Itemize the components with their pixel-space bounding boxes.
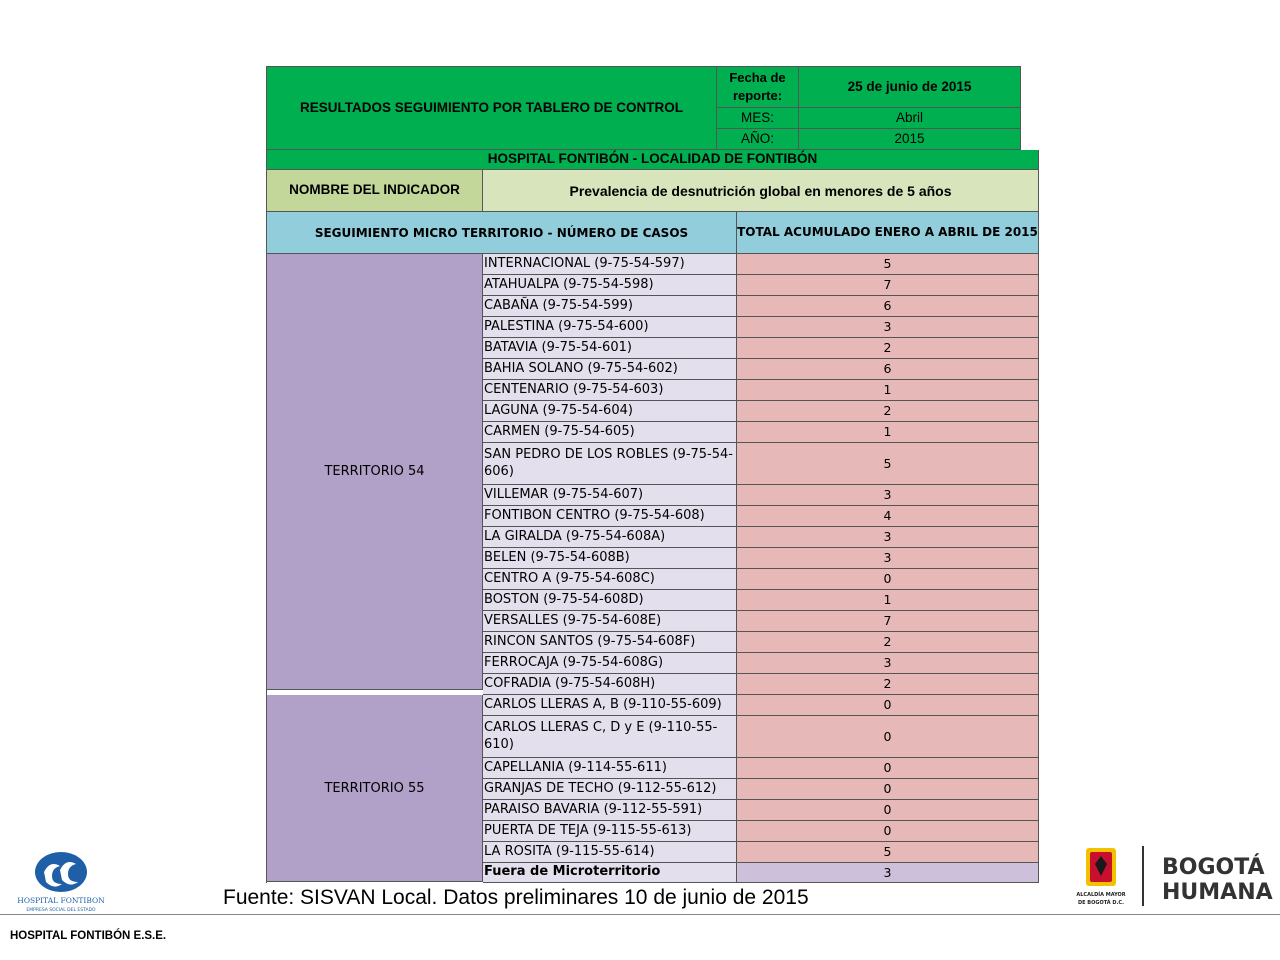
table-row [483,842,1039,863]
table-row [483,422,1039,443]
table-row [483,863,1039,883]
case-count: 5 [737,443,1039,485]
brand-line2: HUMANA [1162,880,1273,905]
territorio-55-label: TERRITORIO 55 [267,695,483,882]
table-row [483,527,1039,548]
header-block [266,66,1039,150]
indicator-table [266,66,1039,883]
footer-divider [0,914,1280,915]
microterritorio-name: CAPELLANIA (9-114-55-611) [483,758,737,779]
table-row [483,590,1039,611]
col-header-right: TOTAL ACUMULADO ENERO A ABRIL DE 2015 [737,212,1039,254]
microterritorio-name: BELEN (9-75-54-608B) [483,548,737,569]
case-count: 5 [737,254,1039,275]
table-row [483,401,1039,422]
hospital-banner: HOSPITAL FONTIBÓN - LOCALIDAD DE FONTIBÓN [267,150,1039,170]
table-row [483,485,1039,506]
case-count: 0 [737,716,1039,758]
case-count: 2 [737,338,1039,359]
microterritorio-name: VILLEMAR (9-75-54-607) [483,485,737,506]
microterritorio-name: CENTENARIO (9-75-54-603) [483,380,737,401]
fecha-label: Fecha de reporte: [717,66,799,108]
table-row [483,296,1039,317]
microterritorio-name: RINCON SANTOS (9-75-54-608F) [483,632,737,653]
table-row [483,548,1039,569]
territorio-54-group [266,254,1039,695]
col-header-left: SEGUIMIENTO MICRO TERRITORIO - NÚMERO DE CASOS [267,212,737,254]
territorio-55-group [266,695,1039,883]
anio-value: 2015 [799,129,1021,150]
case-count: 1 [737,380,1039,401]
microterritorio-name: BOSTON (9-75-54-608D) [483,590,737,611]
table-row [483,317,1039,338]
case-count: 0 [737,758,1039,779]
microterritorio-name: LA GIRALDA (9-75-54-608A) [483,527,737,548]
case-count: 0 [737,779,1039,800]
case-count: 6 [737,296,1039,317]
case-count: 3 [737,317,1039,338]
case-count: 3 [737,863,1039,883]
microterritorio-name: PALESTINA (9-75-54-600) [483,317,737,338]
microterritorio-name: SAN PEDRO DE LOS ROBLES (9-75-54-606) [483,443,737,485]
table-row [483,359,1039,380]
alcaldia-bogota-logo [1076,844,1273,910]
microterritorio-name: INTERNACIONAL (9-75-54-597) [483,254,737,275]
microterritorio-name: PUERTA DE TEJA (9-115-55-613) [483,821,737,842]
mes-value: Abril [799,108,1021,129]
brand-line1: BOGOTÁ [1162,855,1265,880]
microterritorio-name: PARAISO BAVARIA (9-112-55-591) [483,800,737,821]
microterritorio-name: COFRADIA (9-75-54-608H) [483,674,737,695]
table-row [483,674,1039,695]
territorio-54-label: TERRITORIO 54 [267,254,483,690]
microterritorio-name: CENTRO A (9-75-54-608C) [483,569,737,590]
table-row [483,779,1039,800]
case-count: 0 [737,800,1039,821]
table-row [483,611,1039,632]
logo-right-a: ALCALDÍA MAYOR [1076,892,1126,898]
case-count: 3 [737,653,1039,674]
microterritorio-name: Fuera de Microterritorio [483,863,737,883]
table-row [483,338,1039,359]
case-count: 5 [737,842,1039,863]
report-title: RESULTADOS SEGUIMIENTO POR TABLERO DE CONTROL [267,66,717,150]
case-count: 0 [737,695,1039,716]
case-count: 3 [737,527,1039,548]
microterritorio-name: CARLOS LLERAS C, D y E (9-110-55-610) [483,716,737,758]
logo-left-text: HOSPITAL FONTIBON [17,896,105,905]
logo-right-b: DE BOGOTÁ D.C. [1078,900,1124,906]
table-row [483,254,1039,275]
table-row [483,695,1039,716]
anio-label: AÑO: [717,129,799,150]
hospital-fontibon-logo [17,850,105,914]
table-row [483,716,1039,758]
case-count: 7 [737,275,1039,296]
microterritorio-name: LAGUNA (9-75-54-604) [483,401,737,422]
microterritorio-name: BATAVIA (9-75-54-601) [483,338,737,359]
footer-organization: HOSPITAL FONTIBÓN E.S.E. [10,930,167,942]
source-note: Fuente: SISVAN Local. Datos preliminares 10 de junio de 2015 [223,886,809,909]
microterritorio-name: CABAÑA (9-75-54-599) [483,296,737,317]
microterritorio-name: BAHIA SOLANO (9-75-54-602) [483,359,737,380]
indicator-value: Prevalencia de desnutrición global en menores de 5 años [483,170,1039,212]
microterritorio-name: CARLOS LLERAS A, B (9-110-55-609) [483,695,737,716]
table-row [483,758,1039,779]
microterritorio-name: ATAHUALPA (9-75-54-598) [483,275,737,296]
table-row [483,569,1039,590]
table-row [483,443,1039,485]
table-row [483,821,1039,842]
case-count: 2 [737,674,1039,695]
case-count: 1 [737,590,1039,611]
case-count: 4 [737,506,1039,527]
microterritorio-name: FERROCAJA (9-75-54-608G) [483,653,737,674]
microterritorio-name: FONTIBON CENTRO (9-75-54-608) [483,506,737,527]
table-row [483,380,1039,401]
table-row [483,275,1039,296]
case-count: 3 [737,485,1039,506]
fecha-value: 25 de junio de 2015 [799,66,1021,108]
case-count: 6 [737,359,1039,380]
case-count: 2 [737,632,1039,653]
microterritorio-name: GRANJAS DE TECHO (9-112-55-612) [483,779,737,800]
mes-label: MES: [717,108,799,129]
case-count: 7 [737,611,1039,632]
indicator-label: NOMBRE DEL INDICADOR [267,170,483,212]
case-count: 0 [737,569,1039,590]
microterritorio-name: VERSALLES (9-75-54-608E) [483,611,737,632]
case-count: 2 [737,401,1039,422]
logo-left-sub: EMPRESA SOCIAL DEL ESTADO [26,908,96,913]
table-row [483,632,1039,653]
case-count: 0 [737,821,1039,842]
case-count: 3 [737,548,1039,569]
case-count: 1 [737,422,1039,443]
microterritorio-name: LA ROSITA (9-115-55-614) [483,842,737,863]
microterritorio-name: CARMEN (9-75-54-605) [483,422,737,443]
table-row [483,506,1039,527]
table-row [483,653,1039,674]
table-row [483,800,1039,821]
